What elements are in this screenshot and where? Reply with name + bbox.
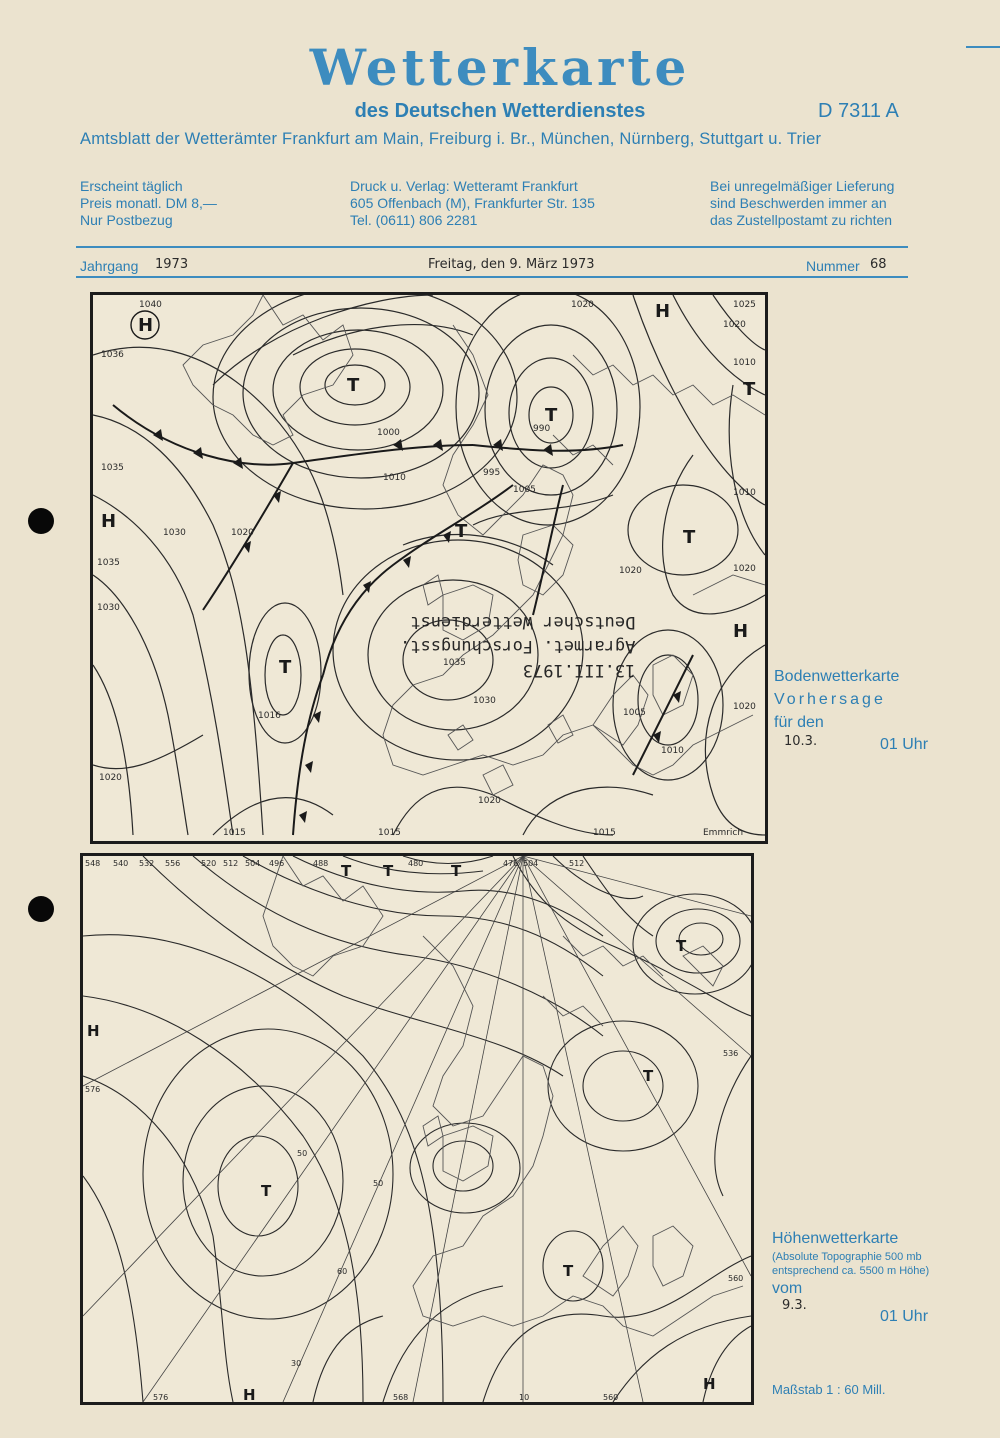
surface-weather-map [90,292,768,844]
contour-label: 30 [291,1359,302,1368]
map-label-T6: T [455,521,468,542]
isobar-label: 1020 [478,796,501,806]
upper-caption-time: 01 Uhr [880,1308,929,1325]
stamp-line: 13.III.1973 [522,660,636,680]
punch-hole-upper [28,508,54,534]
upper-label-T3: T [451,862,462,880]
left-info-line: Preis monatl. DM 8,— [80,195,217,211]
isobar-label: 1035 [443,658,466,668]
surface-caption-date: 10.3. [784,734,818,749]
isobar-label: 1035 [97,558,120,568]
contour-label: 504 [245,859,261,868]
upper-caption-note-2: entsprechend ca. 5500 m Höhe) [772,1265,930,1277]
isobar-label: 1020 [733,564,756,574]
isobar-label: 1025 [733,300,756,310]
isobar-label: 1035 [101,463,124,473]
upper-caption-date: 9.3. [782,1298,807,1313]
map-label-T3: T [743,379,756,400]
contour-label: 520 [201,859,217,868]
contour-label: 512 [223,859,239,868]
surface-caption-vorhersage: Vorhersage [774,691,886,708]
upper-caption-vom: vom [772,1280,803,1297]
jahrgang-value: 1973 [155,257,189,272]
contour-label: 480 [408,859,424,868]
isobar-label: 1000 [377,428,400,438]
page-title: Wetterkarte [309,38,691,97]
contour-label: 568 [393,1393,409,1402]
isobar-label: 1005 [513,485,536,495]
isobar-label: 1010 [383,473,406,483]
isobar-label: 1020 [733,702,756,712]
contour-label: 536 [723,1049,739,1058]
contour-label: 560 [603,1393,619,1402]
contour-label: 504 [523,859,539,868]
contour-label: 556 [165,859,181,868]
center-info-line: Druck u. Verlag: Wetteramt Frankfurt [350,178,578,194]
issue-date: Freitag, den 9. März 1973 [428,257,595,272]
contour-label: 60 [337,1267,348,1276]
contour-label: 50 [297,1149,308,1158]
meridians [83,856,751,1402]
contour-label: 50 [373,1179,384,1188]
upper-map-svg [83,856,751,1402]
map-label-T4: T [683,527,696,548]
coastlines [263,856,743,1336]
contour-label: 576 [153,1393,169,1402]
isobar-label: 1020 [619,566,642,576]
center-info-line: 605 Offenbach (M), Frankfurter Str. 135 [350,195,595,211]
map-scale: Maßstab 1 : 60 Mill. [772,1382,886,1397]
isobar-label: 1036 [101,350,124,360]
contour-label: 560 [728,1274,744,1283]
upper-air-map [80,853,754,1405]
left-info-line: Nur Postbezug [80,212,173,228]
isobar-label: 1015 [223,828,246,838]
upper-label-T6: T [563,1262,574,1280]
masthead-rule-top [76,246,908,248]
stamp-line: Agrarmet. Forschungsst. [400,636,636,656]
map-label-H3: H [101,511,117,532]
isobar-label: 1030 [97,603,120,613]
isobar-label: 1030 [473,696,496,706]
map-label-T5: T [279,657,292,678]
upper-label-T1: T [341,862,352,880]
amtsblatt-line: Amtsblatt der Wetterämter Frankfurt am Main, Freiburg i. Br., München, Nürnberg, Stuttgart u. Trier [80,130,822,148]
isobar-label: 1005 [623,708,646,718]
nummer-value: 68 [870,257,887,272]
isobar-label: 1020 [571,300,594,310]
isobar-label: 1040 [139,300,162,310]
map-label-H4: H [733,621,749,642]
right-info-line: Bei unregelmäßiger Lieferung [710,178,895,194]
upper-label-T7: T [676,937,687,955]
right-info-line: sind Beschwerden immer an [710,195,887,211]
map-label-H2: H [655,301,671,322]
nummer-label: Nummer [806,258,860,274]
map-label-T1: T [347,375,360,396]
isobar-label: 1010 [733,358,756,368]
isobar-label: 1010 [733,488,756,498]
right-info [710,178,894,229]
contour-label: 488 [313,859,329,868]
center-info-line: Tel. (0611) 806 2281 [350,212,478,228]
contours [83,856,751,1402]
surface-caption-title: Bodenwetterkarte [774,668,900,685]
upper-label-H2: H [243,1386,256,1402]
map-label-H1: H [138,315,154,336]
contour-label: 532 [139,859,155,868]
left-info-line: Erscheint täglich [80,178,183,194]
isobar-label: 995 [483,468,501,478]
upper-label-H3: H [703,1375,716,1393]
upper-label-T2: T [383,862,394,880]
center-info [350,178,595,229]
upper-label-T4: T [643,1067,654,1085]
isobar-label: 1015 [593,828,616,838]
upper-caption-note-1: (Absolute Topographie 500 mb [772,1251,922,1263]
upper-label-H1: H [87,1022,100,1040]
archive-stamp [400,610,635,682]
jahrgang-label: Jahrgang [80,258,139,274]
isobar-label: 1016 [258,711,281,721]
map-label-T2: T [545,405,558,426]
contour-label: 512 [569,859,585,868]
contour-label: 10 [519,1393,530,1402]
contour-label: 476 [503,859,519,868]
isobar-label: 1030 [163,528,186,538]
page-subtitle: des Deutschen Wetterdienstes [354,100,646,122]
upper-caption-title: Höhenwetterkarte [772,1230,899,1247]
right-info-line: das Zustellpostamt zu richten [710,212,893,228]
upper-label-T5: T [261,1182,272,1200]
contour-label: 496 [269,859,285,868]
map-signature: Emmrich [703,828,744,838]
isobar-label: 1020 [99,773,122,783]
masthead-rule-bottom [76,276,908,278]
surface-caption-fuer-den: für den [774,714,824,731]
isobar-label: 1020 [723,320,746,330]
isobar-label: 1020 [231,528,254,538]
surface-caption-time: 01 Uhr [880,736,929,753]
left-info [80,178,217,229]
stamp-line: Deutscher Wetterdienst [410,612,636,632]
isobar-label: 990 [533,424,551,434]
contour-label: 548 [85,859,101,868]
isobar-label: 1015 [378,828,401,838]
contour-label: 576 [85,1085,101,1094]
isobar-label: 1010 [661,746,684,756]
publication-code: D 7311 A [818,100,899,122]
punch-hole-lower [28,896,54,922]
surface-map-svg [93,295,765,841]
contour-label: 540 [113,859,129,868]
